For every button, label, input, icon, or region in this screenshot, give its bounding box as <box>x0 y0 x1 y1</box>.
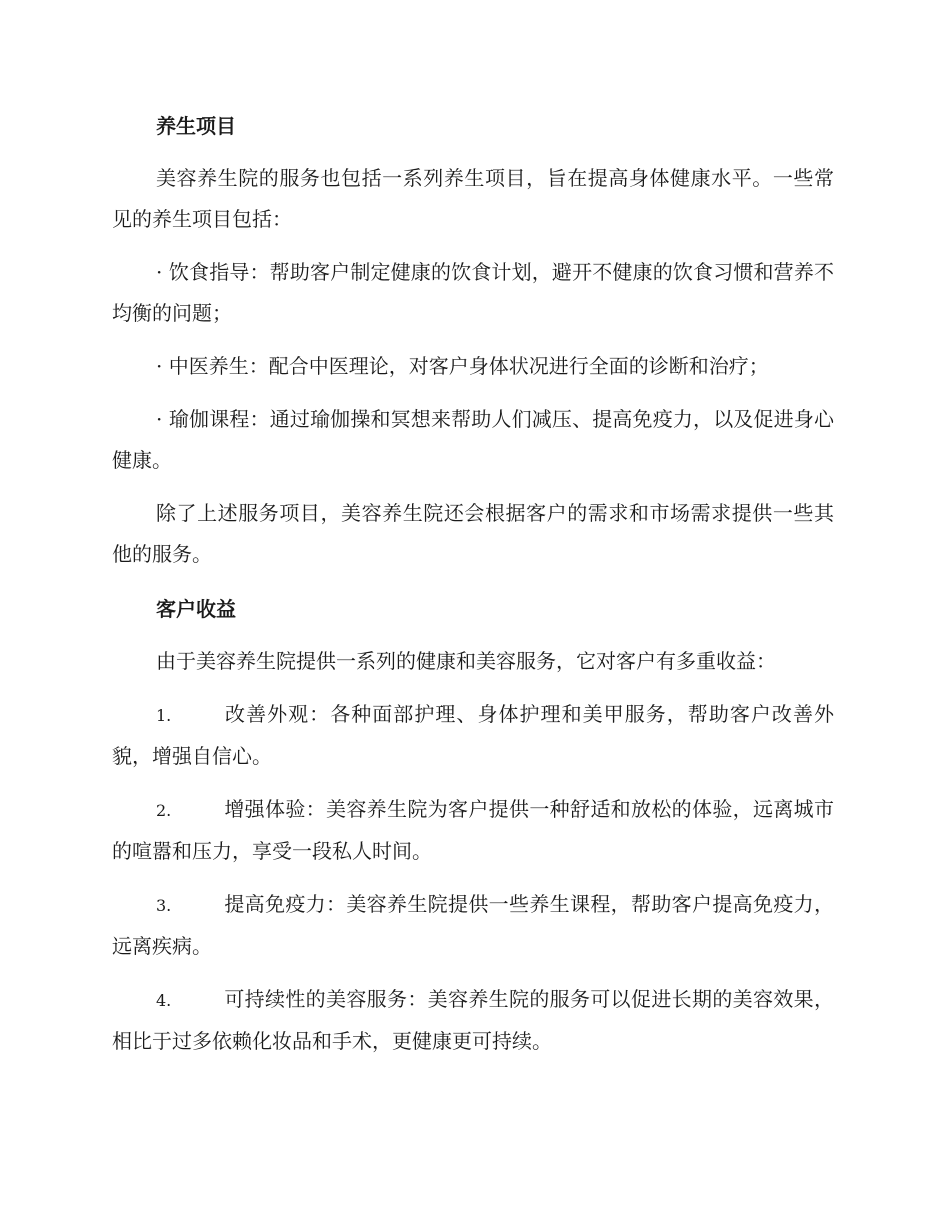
benefit-number: 4. <box>156 991 172 1010</box>
benefit-item <box>112 884 834 967</box>
health-program-item-tcm: · 中医养生：配合中医理论，对客户身体状况进行全面的诊断和治疗； <box>156 354 769 378</box>
section-heading-customer-benefits: 客户收益 <box>156 597 236 621</box>
benefit-text: 增强体验：美容养生院为客户提供一种舒适和放松的体验，远离城市的喧嚣和压力，享受一段私人时间。 <box>112 797 834 863</box>
document-page <box>112 104 834 1074</box>
health-program-item-yoga: · 瑜伽课程：通过瑜伽操和冥想来帮助人们减压、提高免疫力，以及促进身心健康。 <box>112 407 834 472</box>
health-programs-intro: 美容养生院的服务也包括一系列养生项目，旨在提高身体健康水平。一些常见的养生项目包括： <box>112 166 834 231</box>
customer-benefits-intro: 由于美容养生院提供一系列的健康和美容服务，它对客户有多重收益： <box>156 649 776 673</box>
benefit-item <box>112 789 834 872</box>
benefit-number: 2. <box>156 801 172 820</box>
benefit-text: 提高免疫力：美容养生院提供一些养生课程，帮助客户提高免疫力，远离疾病。 <box>112 892 834 958</box>
benefit-item <box>112 694 834 777</box>
benefit-text: 改善外观：各种面部护理、身体护理和美甲服务，帮助客户改善外貌，增强自信心。 <box>112 702 834 768</box>
benefit-number: 1. <box>156 706 172 725</box>
benefit-number: 3. <box>156 896 172 915</box>
benefit-item <box>112 979 834 1062</box>
services-closing-paragraph: 除了上述服务项目，美容养生院还会根据客户的需求和市场需求提供一些其他的服务。 <box>112 501 834 566</box>
benefit-text: 可持续性的美容服务：美容养生院的服务可以促进长期的美容效果，相比于过多依赖化妆品和手术，更健康更可持续。 <box>112 987 834 1053</box>
section-heading-health-programs: 养生项目 <box>156 114 236 138</box>
health-program-item-diet: · 饮食指导：帮助客户制定健康的饮食计划，避开不健康的饮食习惯和营养不均衡的问题； <box>112 260 834 325</box>
